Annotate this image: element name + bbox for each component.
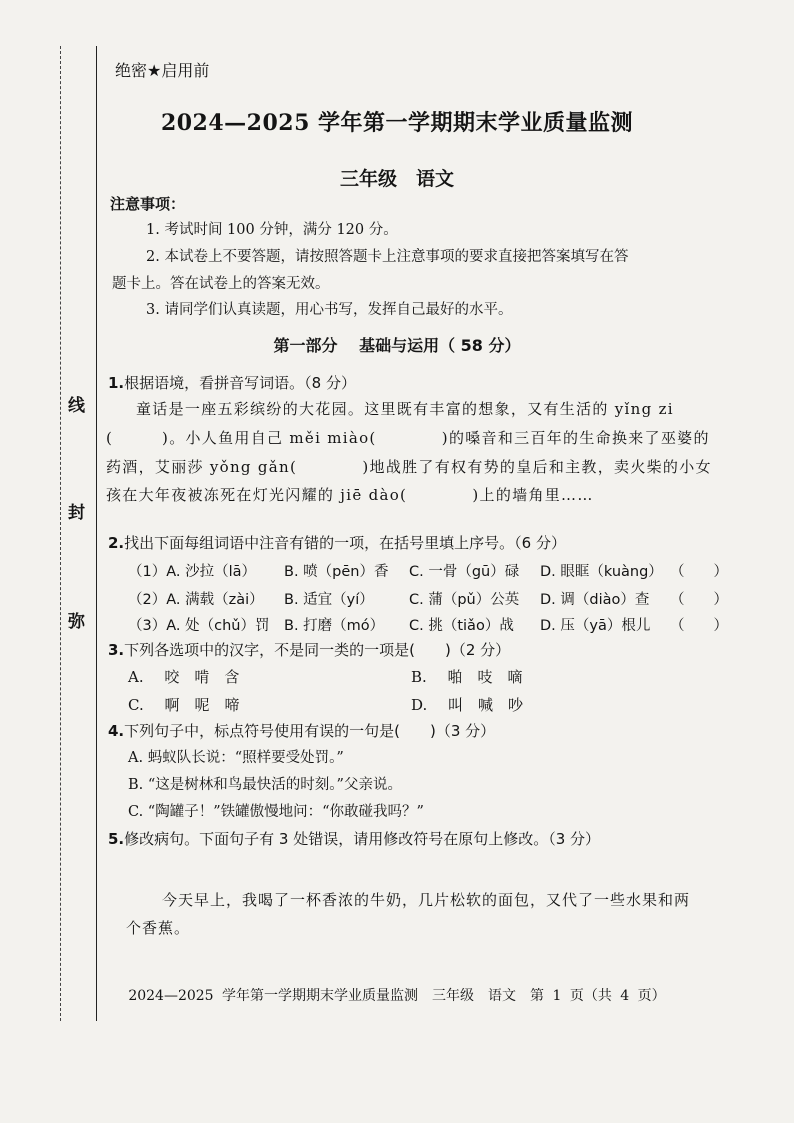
question-number: 3.	[108, 641, 125, 659]
option: C. “陶罐子！”铁罐傲慢地问：“你敢碰我吗？”	[128, 804, 424, 820]
note-item: 2. 本试卷上不要答题，请按照答题卡上注意事项的要求直接把答案填写在答	[146, 249, 629, 265]
option: （1）A. 沙拉（lā）	[128, 564, 257, 580]
option: （2）A. 满载（zài）	[128, 592, 264, 608]
notes-heading: 注意事项：	[110, 195, 186, 213]
question-5	[108, 828, 600, 849]
exam-title: 2024—2025 学年第一学期期末学业质量监测	[160, 110, 634, 136]
option: B. 啪 吱 嘀	[411, 668, 523, 686]
secret-mark: 绝密★启用前	[115, 61, 210, 80]
exam-subtitle: 三年级 语文	[339, 168, 454, 190]
option: D. 眼眶（kuàng）	[540, 564, 663, 580]
answer-blank: （ ）	[670, 564, 728, 580]
question-3	[108, 639, 510, 660]
question-number: 2.	[108, 534, 125, 552]
option: C. 蒲（pǔ）公英	[409, 592, 520, 608]
note-item: 1. 考试时间 100 分钟，满分 120 分。	[146, 222, 398, 238]
part-title: 第一部分 基础与运用（ 58 分）	[273, 336, 521, 355]
question-4	[108, 720, 495, 741]
note-item: 3. 请同学们认真读题，用心书写，发挥自己最好的水平。	[146, 302, 513, 318]
answer-blank: （ ）	[670, 618, 728, 634]
question-stem: 下列各选项中的汉字，不是同一类的一项是( )（2 分）	[124, 641, 511, 659]
option: B. 适宜（yí）	[284, 592, 374, 608]
option: D. 调（diào）查	[540, 592, 650, 608]
faulty-sentence: 今天早上，我喝了一杯香浓的牛奶，几片松软的面包，又代了一些水果和两	[162, 891, 691, 909]
option: A. 咬 啃 含	[128, 668, 240, 686]
option: C. 一骨（gū）碌	[409, 564, 520, 580]
binding-solid-line	[96, 46, 97, 1021]
question-number: 1.	[108, 374, 125, 392]
page-footer: 2024—2025 学年第一学期期末学业质量监测 三年级 语文 第 1 页（共 4 页）	[128, 988, 666, 1004]
question-number: 4.	[108, 722, 125, 740]
option: A. 蚂蚁队长说：“照样要受处罚。”	[128, 750, 344, 766]
question-1-passage: 童话是一座五彩缤纷的大花园。这里既有丰富的想象，又有生活的 yǐng zi ( )。小人鱼用自己 měi miào( )的嗓音和三百年的生命换来了巫婆的药酒，艾丽莎 yǒng gǎn( )地战胜了有权有势的皇后和主教，卖火柴的小女孩在大年夜被冻死在灯光闪耀的 jiē dào( )上的墙角里……	[106, 400, 712, 505]
answer-blank: （ ）	[670, 592, 728, 608]
question-stem: 修改病句。下面句子有 3 处错误，请用修改符号在原句上修改。（3 分）	[124, 830, 601, 848]
option: （3）A. 处（chǔ）罚	[128, 618, 270, 634]
option: D. 叫 喊 吵	[411, 696, 524, 714]
question-stem: 下列句子中，标点符号使用有误的一句是( )（3 分）	[124, 722, 496, 740]
option: B. “这是树林和鸟最快活的时刻。”父亲说。	[128, 777, 402, 793]
option: C. 啊 呢 啼	[128, 696, 240, 714]
question-stem: 根据语境，看拼音写词语。（8 分）	[124, 374, 356, 392]
seal-char-seal: 封	[68, 503, 85, 523]
faulty-sentence-continued: 个香蕉。	[126, 919, 191, 937]
option: D. 压（yā）根儿	[540, 618, 651, 634]
option: C. 挑（tiǎo）战	[409, 618, 514, 634]
question-1	[108, 372, 356, 393]
question-stem: 找出下面每组词语中注音有错的一项，在括号里填上序号。（6 分）	[124, 534, 566, 552]
seal-char-mi: 弥	[68, 612, 85, 632]
option: B. 喷（pēn）香	[284, 564, 389, 580]
question-number: 5.	[108, 830, 125, 848]
binding-dashed-line	[60, 46, 61, 1021]
question-2	[108, 532, 566, 553]
seal-char-line: 线	[68, 396, 85, 416]
note-item-continued: 题卡上。答在试卷上的答案无效。	[112, 276, 330, 292]
option: B. 打磨（mó）	[284, 618, 385, 634]
